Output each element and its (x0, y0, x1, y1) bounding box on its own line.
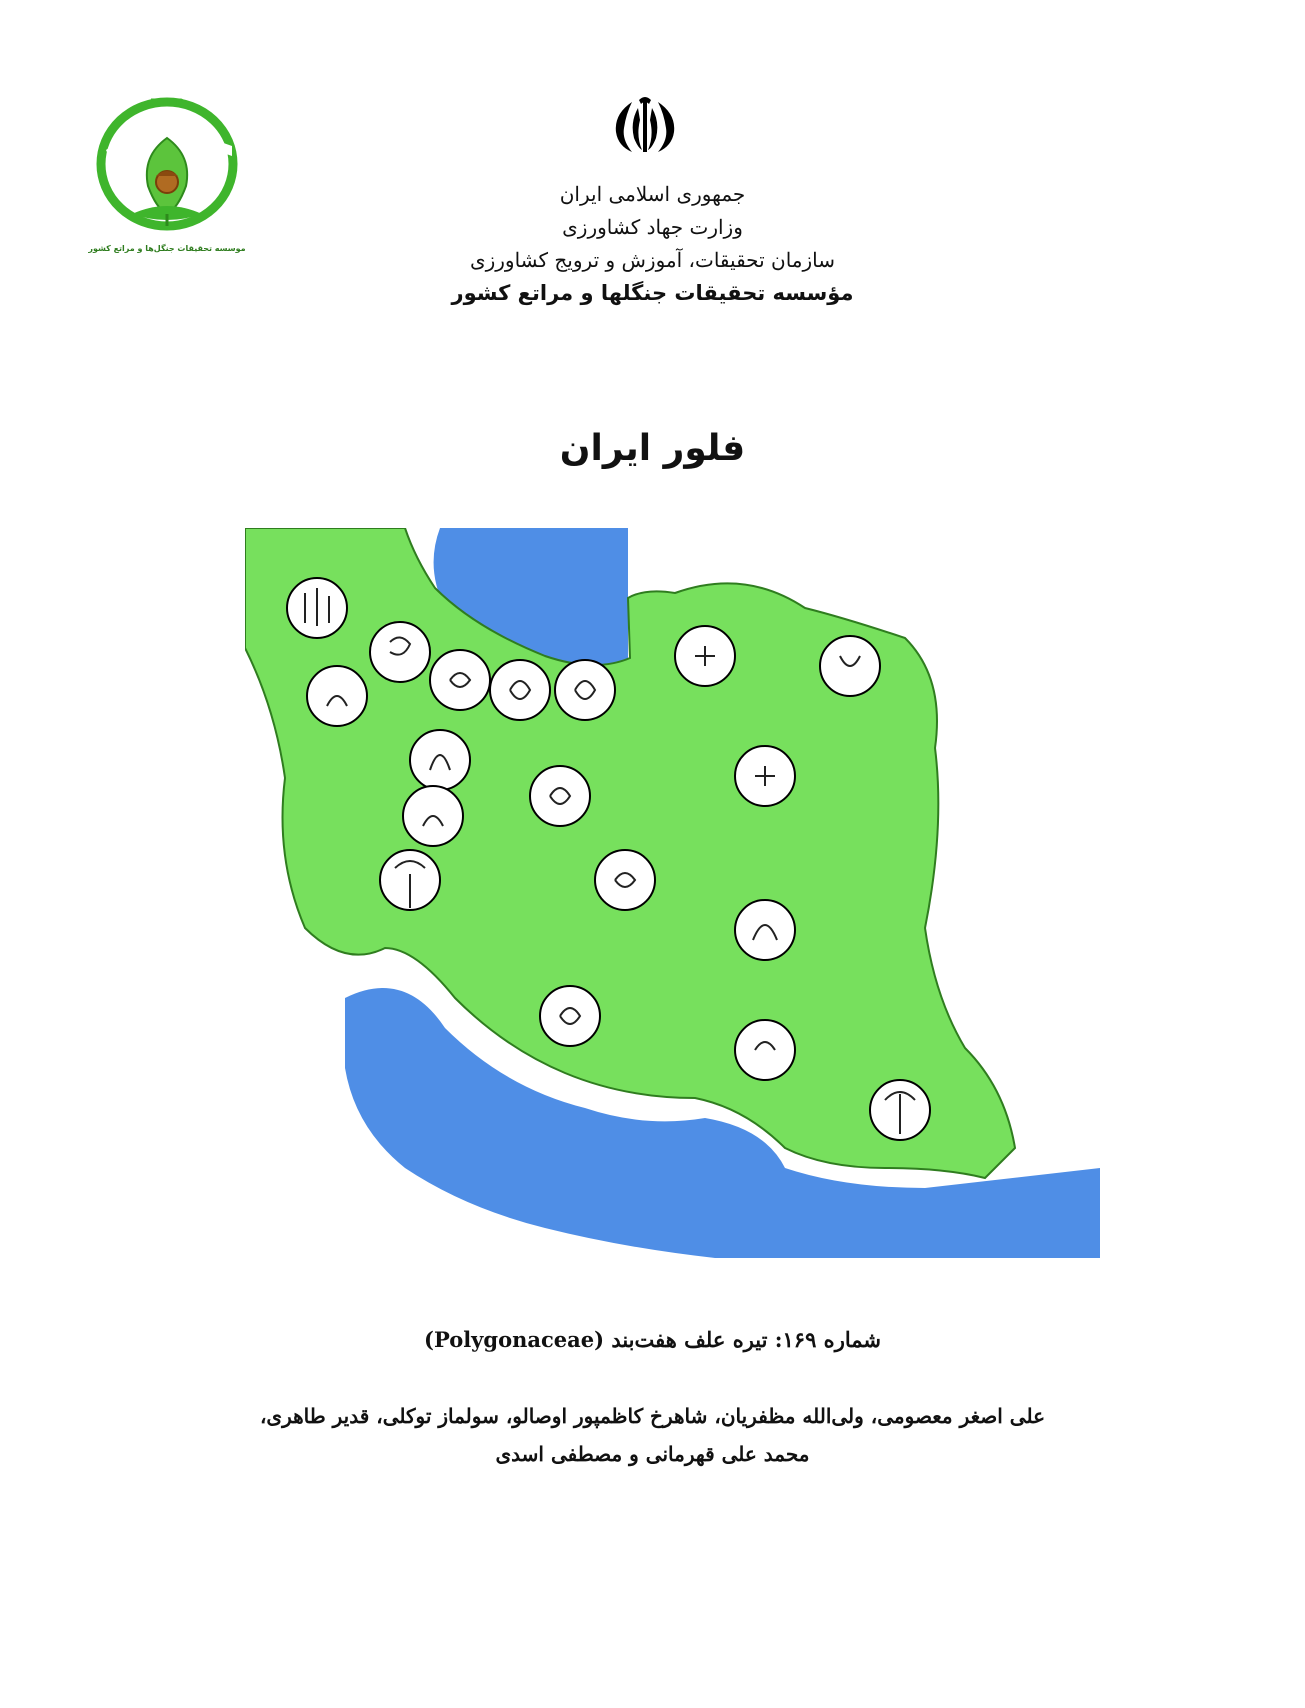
national-emblem (608, 94, 682, 156)
authors-block (200, 1397, 1105, 1473)
iran-map-illustration (245, 528, 1100, 1258)
rifr-logo (82, 86, 252, 266)
header-line-organization: سازمان تحقیقات، آموزش و ترویج کشاورزی (469, 248, 836, 272)
header-line-ministry: وزارت جهاد کشاورزی (562, 215, 743, 239)
book-title: فلور ایران (559, 428, 746, 469)
authors-line-1: علی اصغر معصومی، ولی‌الله مظفریان، شاهرخ کاظمپور اوصالو، سولماز توکلی، قدیر طاهری، (259, 1404, 1046, 1428)
iran-emblem-icon (608, 94, 682, 156)
leaf-logo-icon (82, 86, 252, 246)
fascicle-title: شماره ۱۶۹: تیره علف هفت‌بند (Polygonaceae) (424, 1327, 881, 1352)
iran-map-icon (245, 528, 1100, 1258)
header-line-institute: مؤسسه تحقیقات جنگلها و مراتع کشور (451, 281, 854, 305)
logo-caption: موسسه تحقیقات جنگل‌ها و مراتع کشور (88, 244, 246, 253)
header-block (300, 178, 1005, 310)
logo-acronym: R.I.F.R (150, 97, 184, 109)
authors-line-2: محمد علی قهرمانی و مصطفی اسدی (495, 1442, 810, 1466)
header-line-country: جمهوری اسلامی ایران (559, 182, 746, 206)
